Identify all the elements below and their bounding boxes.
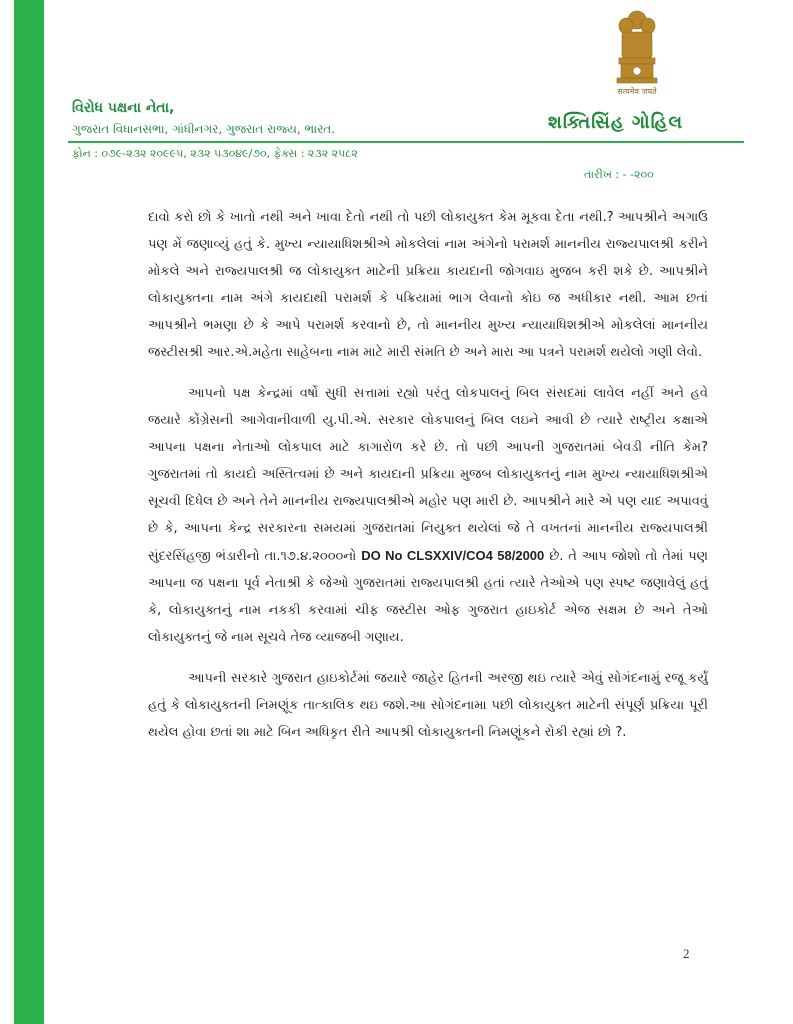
sender-title: વિરોધ પક્ષના નેતા, <box>72 100 175 116</box>
sender-name: શક્તિસિંહ ગોહિલ <box>548 112 684 133</box>
national-motto: सत्यमेव जयते <box>617 87 657 96</box>
paragraph-3: આપની સરકારે ગુજરાત હાઇકોર્ટમાં જયારે જાહેર હિતની અરજી થઇ ત્યારે એવું સોગંદનામું રજૂ કર્યું હતું કે લોકાયુક્તની નિમણૂંક તાત્કાલિક થઇ જશે.આ સોગંદનામા પછી લોકાયુક્ત માટેની સંપૂર્ણ પ્રક્રિયા પૂરી થયેલ હોવા છતાં શા માટે બિન અધિકૃત રીતે આપશ્રી લોકાયુક્તની નિમણૂંકને રોકી રહ્યાં છો ?. <box>148 671 708 740</box>
contact-line: ફોન : ૦૭૯-૨૩૨ ૨૦૯૯૫, ૨૩૨ ૫૩૦૪૯/૭૦, ફેક્સ : ૨૩૨ ૨૫૮૨ <box>72 147 358 160</box>
reference-number: DO No CLSXXIV/CO4 58/2000 <box>361 548 545 563</box>
paragraph-2-text-b: છે. તે આપ જોશો તો તેમાં પણ આપના જ પક્ષના પૂર્વ નેતાશ્રી કે જેઓ ગુજરાતમાં રાજ્યપાલશ્રી હતાં ત્યારે તેઓએ પણ સ્પષ્ટ જણાવેલું હતું કે, લોકાયુક્તનું નામ નકકી કરવામાં ચીફ જસ્ટીસ ઓફ ગુજરાત હાઇકોર્ટ એજ સક્ષમ છે અને તેઓ લોકાયુક્તનું જે નામ સૂચવે તેજ વ્યાજબી ગણાય. <box>148 549 708 645</box>
paragraph-2-text-a: આપનો પક્ષ કેન્દ્રમાં વર્ષો સુધી સત્તામાં રહ્યો પરંતુ લોકપાલનું બિલ સંસદમાં લાવેલ નહીં અને હવે જયારે કોંગ્રેસની આગેવાનીવાળી યુ.પી.એ. સરકાર લોકપાલનું બિલ લઇને આવી છે ત્યારે રાષ્ટ્રીય કક્ષાએ આપના પક્ષના નેતાઓ લોકપાલ માટે કાગારોળ કરે છે. તો પછી આપની ગુજરાતમાં બેવડી નીતિ કેમ? ગુજરાતમાં તો કાયદો અસ્તિત્વમાં છે અને કાયદાની પ્રક્રિયા મુજબ લોકાયુક્તનું નામ મુખ્ય ન્યાયાધિશશ્રીએ સૂચવી દિધેલ છે અને તેને માનનીય રાજ્યપાલશ્રીએ મહોર પણ મારી છે. આપશ્રીને મારે એ પણ યાદ અપાવવું છે કે, આપના કેન્દ્ર સરકારના સમયમાં ગુજરાતમાં નિયુક્ત થયેલાં જે તે વખતનાં માનનીય રાજ્યપાલશ્રી સુંદરસિંહજી ભંડારીનો તા.૧૭.૪.૨૦૦૦નો <box>148 386 708 564</box>
left-green-bar <box>14 0 44 1024</box>
header-divider <box>68 141 744 143</box>
national-emblem-icon <box>612 6 662 90</box>
letter-body <box>148 204 708 760</box>
sender-address: ગુજરાત વિધાનસભા, ગાંધીનગર, ગુજરાત રાજ્ય, ભારત. <box>72 122 336 136</box>
paragraph-1: દાવો કરો છો કે ખાતો નથી અને ખાવા દેતો નથી તો પછી લોકાયુક્ત કેમ મૂકવા દેતા નથી.? આપશ્રીને અગાઉ પણ મેં જણાવ્યું હતું કે. મુખ્ય ન્યાયાધિશશ્રીએ મોકલેલાં નામ અંગેનો પરામર્શ માનનીય રાજ્યપાલશ્રી કરીને મોકલે અને રાજ્યપાલશ્રી જ લોકાયુક્ત માટેની પ્રક્રિયા કાયદાની જોગવાઇ મુજબ કરી શકે છે. આપશ્રીને લોકાયુક્તના નામ અંગે કાયદાથી પરામર્શ કે પક્રિયામાં ભાગ લેવાનો કોઇ જ અધીકાર નથી. આમ છતાં આપશ્રીને ભમણા છે કે આપે પરામર્શ કરવાનો છે, તો માનનીય મુખ્ય ન્યાયાધિશશ્રીએ મોકલેલાં માનનીય જસ્ટીસશ્રી આર.એ.મહેતા સાહેબના નામ માટે મારી સંમતિ છે અને મારા આ પત્રને પરામર્શ થયેલો ગણી લેવો. <box>148 210 708 360</box>
date-line: તારીખ : - -૨૦૦ <box>584 168 654 181</box>
paragraph-2 <box>148 380 708 651</box>
page-number: 2 <box>683 946 690 961</box>
